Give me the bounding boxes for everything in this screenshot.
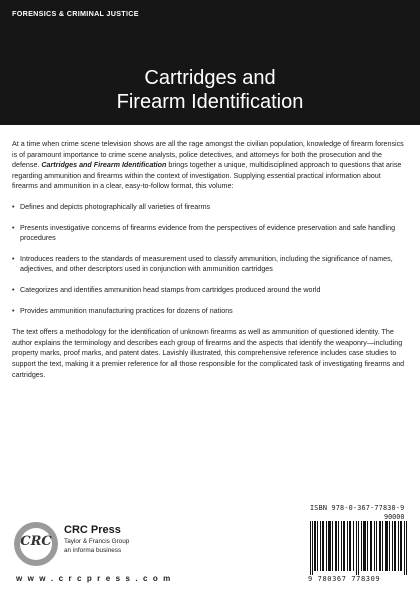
cover-header [0,0,420,125]
crc-logo-mark: CRC [20,534,52,549]
series-label: FORENSICS & CRIMINAL JUSTICE [12,9,139,18]
publisher-business: an informa business [64,547,122,554]
intro-paragraph [12,139,408,192]
feature-list [12,202,408,316]
crc-logo-icon [14,522,58,566]
feature-item: • Presents investigative concerns of firearms evidence from the perspectives of evidence preservation and safe handling procedures [12,223,408,244]
book-title-line2: Firearm Identification [116,91,304,113]
outro-paragraph: The text offers a methodology for the identification of unknown firearms as well as ammunition of questioned identity. The author explains the terminology and describes each group of firearms and the aspects that identify the weaponry—including property marks, proof marks, and patent dates. Lavishly illustrated, this comprehensive reference includes case studies to support the text, making it a premier reference for all those responsible for the complicated task of investigating firearms and cartridges. [12,328,405,379]
description [12,139,408,380]
book-title-line1: Cartridges and [144,67,276,89]
publisher-block [14,518,214,588]
publisher-group: Taylor & Francis Group [64,538,130,545]
feature-item: • Categorizes and identifies ammunition head stamps from cartridges produced around the world [12,285,408,296]
isbn-label: ISBN 978-0-367-77830-9 [310,504,405,512]
intro-text-after: brings together a unique, multidisciplined approach to questions that arise regarding ammunition and firearms within the context of investigation. Supplying essential practical information about firearms and ammunition in a clear, easy-to-follow format, this volume: [12,161,402,191]
feature-item: • Defines and depicts photographically all varieties of firearms [12,202,408,213]
feature-item: • Provides ammunition manufacturing practices for dozens of nations [12,306,408,317]
intro-book-title: Cartridges and Firearm Identification [41,161,167,170]
publisher-url: w w w . c r c p r e s s . c o m [16,574,172,583]
book-title [0,66,420,114]
price-code: 90000 [384,513,405,521]
feature-item: • Introduces readers to the standards of measurement used to classify ammunition, including the significance of names, adjectives, and other descriptors used in conjunction with ammunition cartridges [12,254,408,275]
ean-digits: 9 780367 778309 [308,575,381,583]
barcode-block [308,503,414,587]
intro-text-before: At a time when crime scene television shows are all the rage amongst the civilian population, knowledge of firearm forensics is of paramount importance to crime scene analysts, police detectives, and attorneys for both the prosecution and the defense. [12,140,404,170]
barcode-icon [308,521,414,575]
publisher-name: CRC Press [64,524,121,536]
